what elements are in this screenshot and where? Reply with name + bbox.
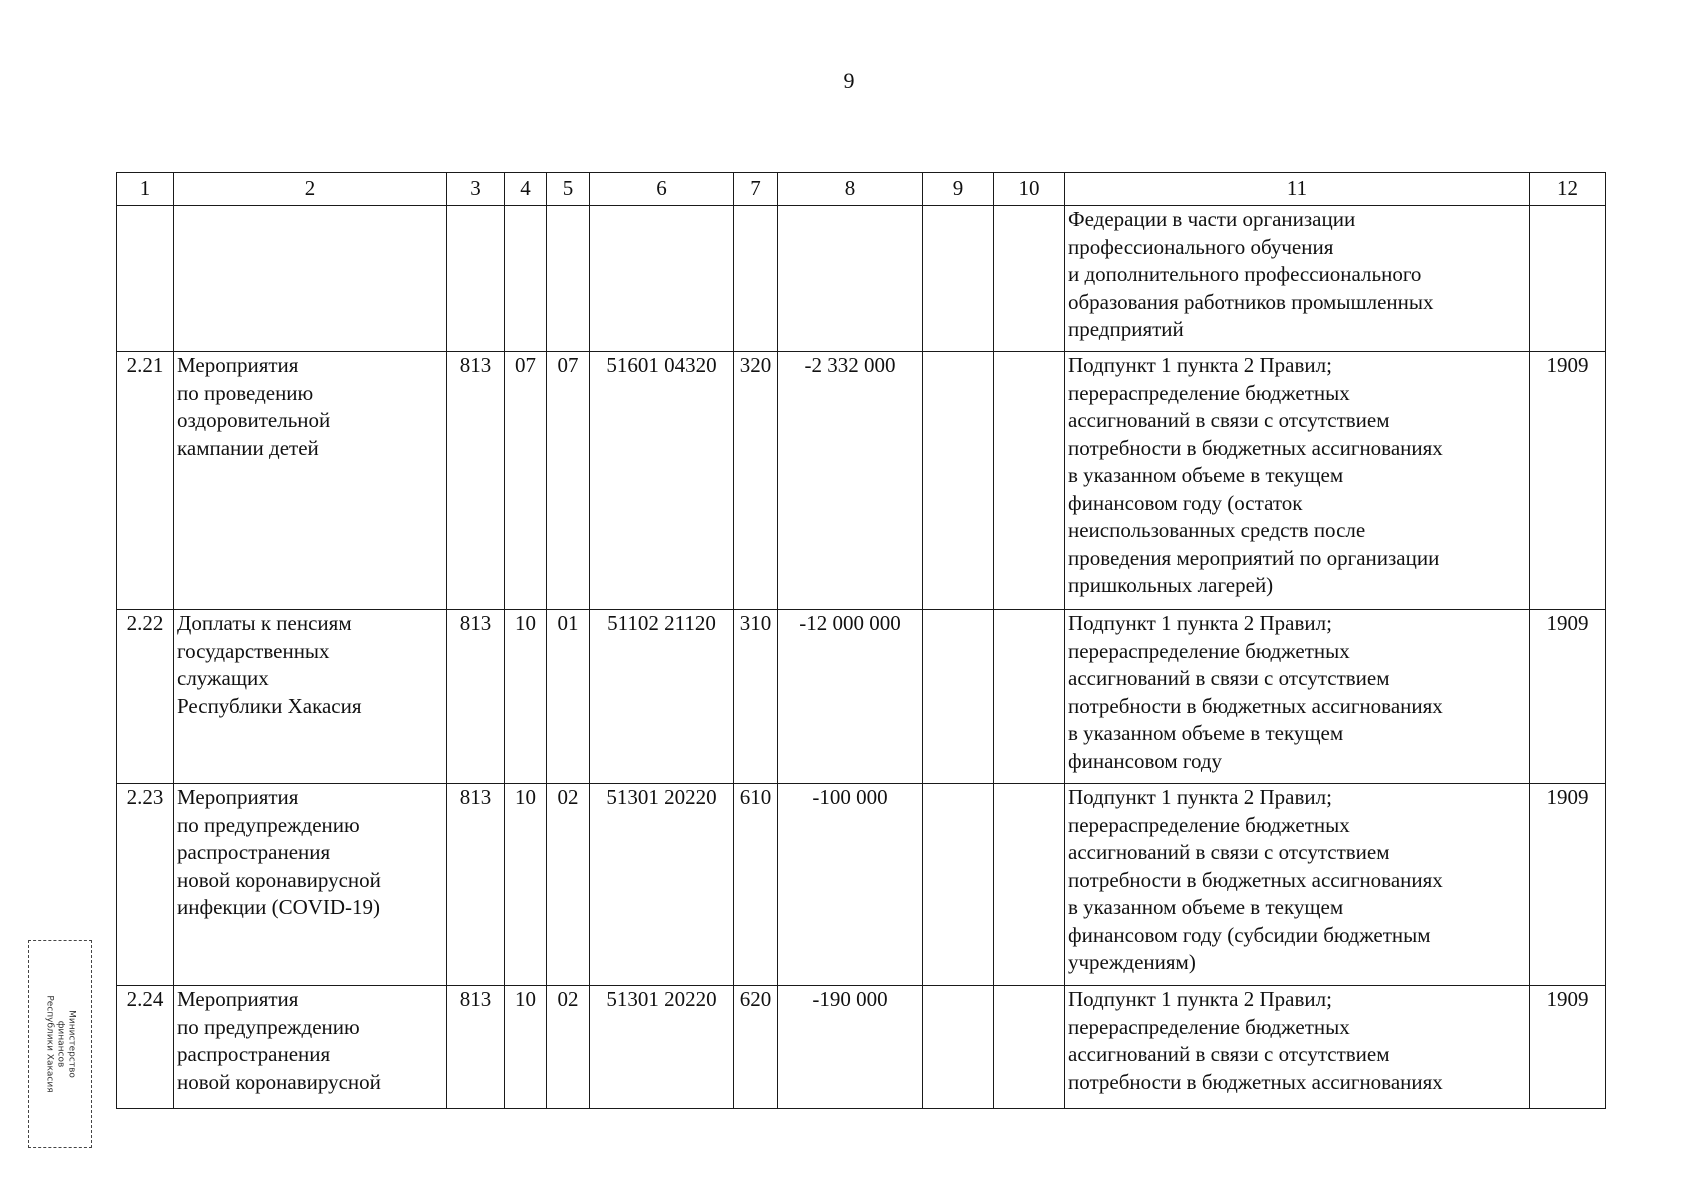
cell-c6: 51301 20220 bbox=[590, 784, 734, 986]
table-row bbox=[117, 206, 1606, 352]
row-basis: Подпункт 1 пункта 2 Правил; перераспределение бюджетных ассигнований в связи с отсутствием потребности в бюджетных ассигнованиях в указанном объеме в текущем финансовом году (субсидии бюджетным учреждениям) bbox=[1065, 784, 1530, 986]
row-name: Мероприятия по предупреждению распространения новой коронавирусной bbox=[174, 986, 447, 1109]
cell-c4: 10 bbox=[505, 986, 547, 1109]
cell-c9 bbox=[923, 206, 994, 352]
column-header: 3 bbox=[447, 173, 505, 206]
row-name bbox=[174, 206, 447, 352]
stamp-text: Министерство финансов Республики Хакасия bbox=[44, 995, 77, 1093]
cell-c3: 813 bbox=[447, 784, 505, 986]
budget-table bbox=[116, 172, 1606, 1109]
cell-c7: 310 bbox=[734, 610, 778, 784]
row-number bbox=[117, 206, 174, 352]
table-row bbox=[117, 986, 1606, 1109]
cell-c9 bbox=[923, 784, 994, 986]
cell-c7: 610 bbox=[734, 784, 778, 986]
cell-c10 bbox=[994, 206, 1065, 352]
registration-stamp bbox=[28, 940, 92, 1148]
cell-c5: 01 bbox=[547, 610, 590, 784]
cell-c3 bbox=[447, 206, 505, 352]
row-basis: Подпункт 1 пункта 2 Правил; перераспределение бюджетных ассигнований в связи с отсутствием потребности в бюджетных ассигнованиях bbox=[1065, 986, 1530, 1109]
cell-amount: -12 000 000 bbox=[778, 610, 923, 784]
row-code: 1909 bbox=[1530, 986, 1606, 1109]
cell-c6 bbox=[590, 206, 734, 352]
row-number: 2.22 bbox=[117, 610, 174, 784]
cell-c6: 51102 21120 bbox=[590, 610, 734, 784]
cell-c7: 320 bbox=[734, 352, 778, 610]
cell-amount bbox=[778, 206, 923, 352]
cell-amount: -190 000 bbox=[778, 986, 923, 1109]
row-code: 1909 bbox=[1530, 352, 1606, 610]
cell-c6: 51601 04320 bbox=[590, 352, 734, 610]
column-header: 2 bbox=[174, 173, 447, 206]
cell-c10 bbox=[994, 784, 1065, 986]
row-code: 1909 bbox=[1530, 610, 1606, 784]
cell-c5: 07 bbox=[547, 352, 590, 610]
row-number: 2.21 bbox=[117, 352, 174, 610]
column-header: 8 bbox=[778, 173, 923, 206]
cell-c3: 813 bbox=[447, 986, 505, 1109]
row-number: 2.23 bbox=[117, 784, 174, 986]
column-header: 4 bbox=[505, 173, 547, 206]
table-header-row bbox=[117, 173, 1606, 206]
column-header: 7 bbox=[734, 173, 778, 206]
cell-c5: 02 bbox=[547, 784, 590, 986]
column-header: 9 bbox=[923, 173, 994, 206]
cell-c7 bbox=[734, 206, 778, 352]
cell-c7: 620 bbox=[734, 986, 778, 1109]
cell-c4: 10 bbox=[505, 610, 547, 784]
column-header: 1 bbox=[117, 173, 174, 206]
row-code bbox=[1530, 206, 1606, 352]
cell-c10 bbox=[994, 352, 1065, 610]
column-header: 12 bbox=[1530, 173, 1606, 206]
cell-c9 bbox=[923, 610, 994, 784]
cell-c9 bbox=[923, 986, 994, 1109]
row-number: 2.24 bbox=[117, 986, 174, 1109]
table-row bbox=[117, 784, 1606, 986]
row-name: Мероприятия по проведению оздоровительной кампании детей bbox=[174, 352, 447, 610]
cell-amount: -2 332 000 bbox=[778, 352, 923, 610]
cell-c6: 51301 20220 bbox=[590, 986, 734, 1109]
cell-amount: -100 000 bbox=[778, 784, 923, 986]
cell-c4 bbox=[505, 206, 547, 352]
cell-c5: 02 bbox=[547, 986, 590, 1109]
row-name: Мероприятия по предупреждению распространения новой коронавирусной инфекции (COVID-19) bbox=[174, 784, 447, 986]
table-row bbox=[117, 610, 1606, 784]
column-header: 11 bbox=[1065, 173, 1530, 206]
cell-c10 bbox=[994, 986, 1065, 1109]
cell-c4: 10 bbox=[505, 784, 547, 986]
row-name: Доплаты к пенсиям государственных служащих Республики Хакасия bbox=[174, 610, 447, 784]
table-row bbox=[117, 352, 1606, 610]
column-header: 6 bbox=[590, 173, 734, 206]
cell-c4: 07 bbox=[505, 352, 547, 610]
cell-c5 bbox=[547, 206, 590, 352]
column-header: 10 bbox=[994, 173, 1065, 206]
cell-c3: 813 bbox=[447, 352, 505, 610]
row-basis: Федерации в части организации профессионального обучения и дополнительного профессионального образования работников промышленных предприятий bbox=[1065, 206, 1530, 352]
cell-c10 bbox=[994, 610, 1065, 784]
row-code: 1909 bbox=[1530, 784, 1606, 986]
row-basis: Подпункт 1 пункта 2 Правил; перераспределение бюджетных ассигнований в связи с отсутствием потребности в бюджетных ассигнованиях в указанном объеме в текущем финансовом году (остаток неиспользованных средств после проведения мероприятий по организации пришкольных лагерей) bbox=[1065, 352, 1530, 610]
cell-c3: 813 bbox=[447, 610, 505, 784]
row-basis: Подпункт 1 пункта 2 Правил; перераспределение бюджетных ассигнований в связи с отсутствием потребности в бюджетных ассигнованиях в указанном объеме в текущем финансовом году bbox=[1065, 610, 1530, 784]
cell-c9 bbox=[923, 352, 994, 610]
page-number: 9 bbox=[843, 68, 855, 93]
column-header: 5 bbox=[547, 173, 590, 206]
